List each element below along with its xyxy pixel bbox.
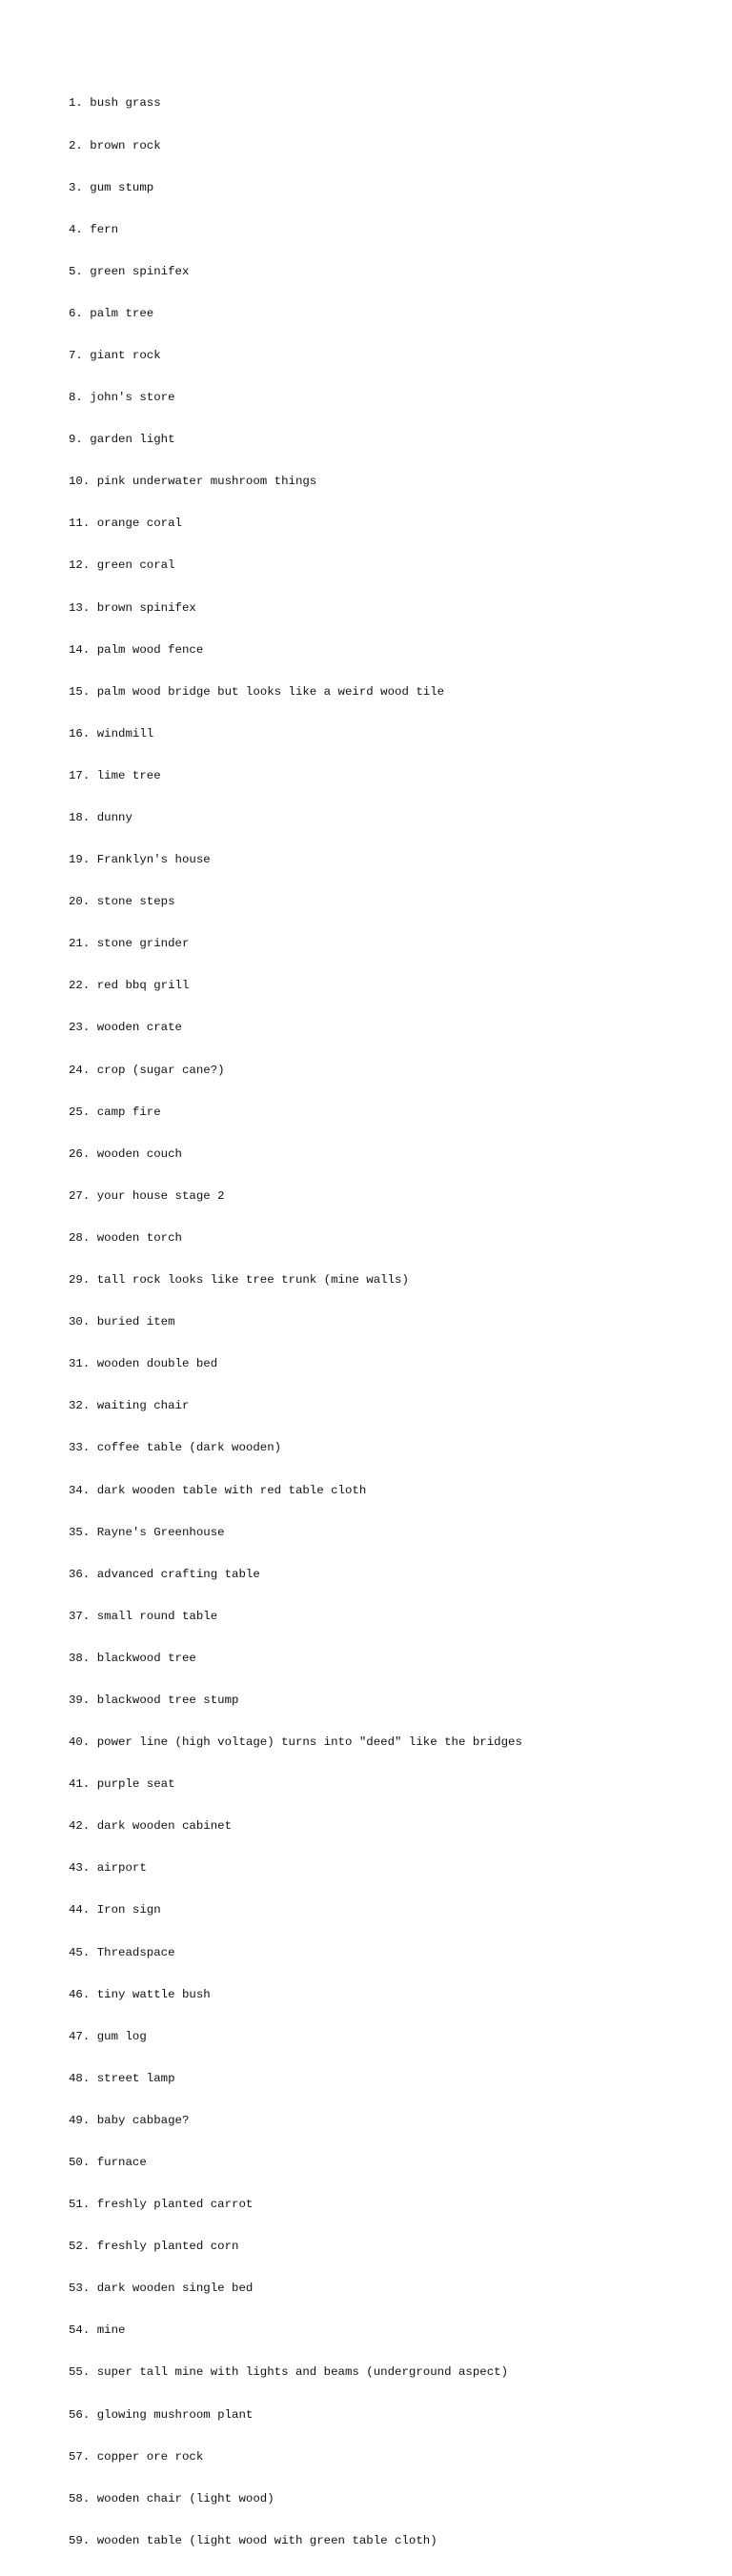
list-item: 5. green spinifex [69, 264, 190, 278]
list-item: 24. crop (sugar cane?) [69, 1063, 225, 1077]
list-item: 33. coffee table (dark wooden) [69, 1441, 282, 1455]
list-item: 45. Threadspace [69, 1945, 175, 1959]
list-item: 51. freshly planted carrot [69, 2198, 254, 2212]
list-item: 55. super tall mine with lights and beams (underground aspect) [69, 2365, 509, 2380]
list-item: 11. orange coral [69, 517, 182, 531]
list-item: 43. airport [69, 1861, 147, 1876]
list-item: 46. tiny wattle bush [69, 1987, 211, 2001]
list-item: 49. baby cabbage? [69, 2113, 190, 2127]
list-item: 56. glowing mushroom plant [69, 2407, 254, 2422]
list-item: 42. dark wooden cabinet [69, 1819, 233, 1834]
list-item: 47. gum log [69, 2029, 147, 2043]
list-item: 17. lime tree [69, 768, 161, 782]
list-item: 39. blackwood tree stump [69, 1693, 239, 1707]
list-item: 21. stone grinder [69, 937, 190, 951]
list-item: 37. small round table [69, 1609, 218, 1623]
list-item: 32. waiting chair [69, 1399, 190, 1413]
list-item: 57. copper ore rock [69, 2449, 204, 2464]
list-item: 13. brown spinifex [69, 600, 196, 615]
list-item: 9. garden light [69, 433, 175, 447]
list-item: 41. purple seat [69, 1777, 175, 1792]
list-item: 3. gum stump [69, 180, 154, 194]
list-item: 38. blackwood tree [69, 1651, 196, 1665]
list-item: 19. Franklyn's house [69, 853, 211, 867]
list-item: 10. pink underwater mushroom things [69, 475, 317, 489]
list-item: 40. power line (high voltage) turns into "deed" like the bridges [69, 1735, 522, 1750]
list-item: 20. stone steps [69, 895, 175, 909]
list-item: 7. giant rock [69, 348, 161, 362]
list-item: 50. furnace [69, 2156, 147, 2169]
list-item: 6. palm tree [69, 306, 154, 320]
list-item: 53. dark wooden single bed [69, 2282, 254, 2296]
list-item: 28. wooden torch [69, 1230, 182, 1245]
list-item: 44. Iron sign [69, 1903, 161, 1917]
list-item: 27. your house stage 2 [69, 1188, 225, 1203]
list-item: 16. windmill [69, 726, 154, 740]
list-item: 31. wooden double bed [69, 1357, 218, 1371]
list-item: 26. wooden couch [69, 1146, 182, 1161]
list-item: 15. palm wood bridge but looks like a weird wood tile [69, 684, 445, 699]
list-item: 1. bush grass [69, 96, 161, 111]
list-item: 59. wooden table (light wood with green table cloth) [69, 2533, 437, 2547]
list-item: 25. camp fire [69, 1105, 161, 1119]
list-item: 29. tall rock looks like tree trunk (mine walls) [69, 1273, 409, 1288]
list-item: 54. mine [69, 2323, 126, 2338]
list-item: 8. john's store [69, 391, 175, 405]
list-item: 34. dark wooden table with red table cloth [69, 1483, 367, 1497]
list-item: 35. Rayne's Greenhouse [69, 1525, 225, 1539]
list-item: 30. buried item [69, 1315, 175, 1329]
list-item: 14. palm wood fence [69, 642, 204, 657]
list-item: 18. dunny [69, 811, 132, 824]
list-item: 52. freshly planted corn [69, 2240, 239, 2254]
list-item: 4. fern [69, 222, 119, 236]
item-list [69, 69, 522, 2576]
list-item: 12. green coral [69, 558, 175, 573]
list-item: 58. wooden chair (light wood) [69, 2491, 274, 2505]
list-item: 2. brown rock [69, 138, 161, 152]
list-item: 48. street lamp [69, 2071, 175, 2085]
list-item: 22. red bbq grill [69, 979, 190, 993]
list-item: 36. advanced crafting table [69, 1567, 260, 1581]
list-item: 23. wooden crate [69, 1021, 182, 1035]
